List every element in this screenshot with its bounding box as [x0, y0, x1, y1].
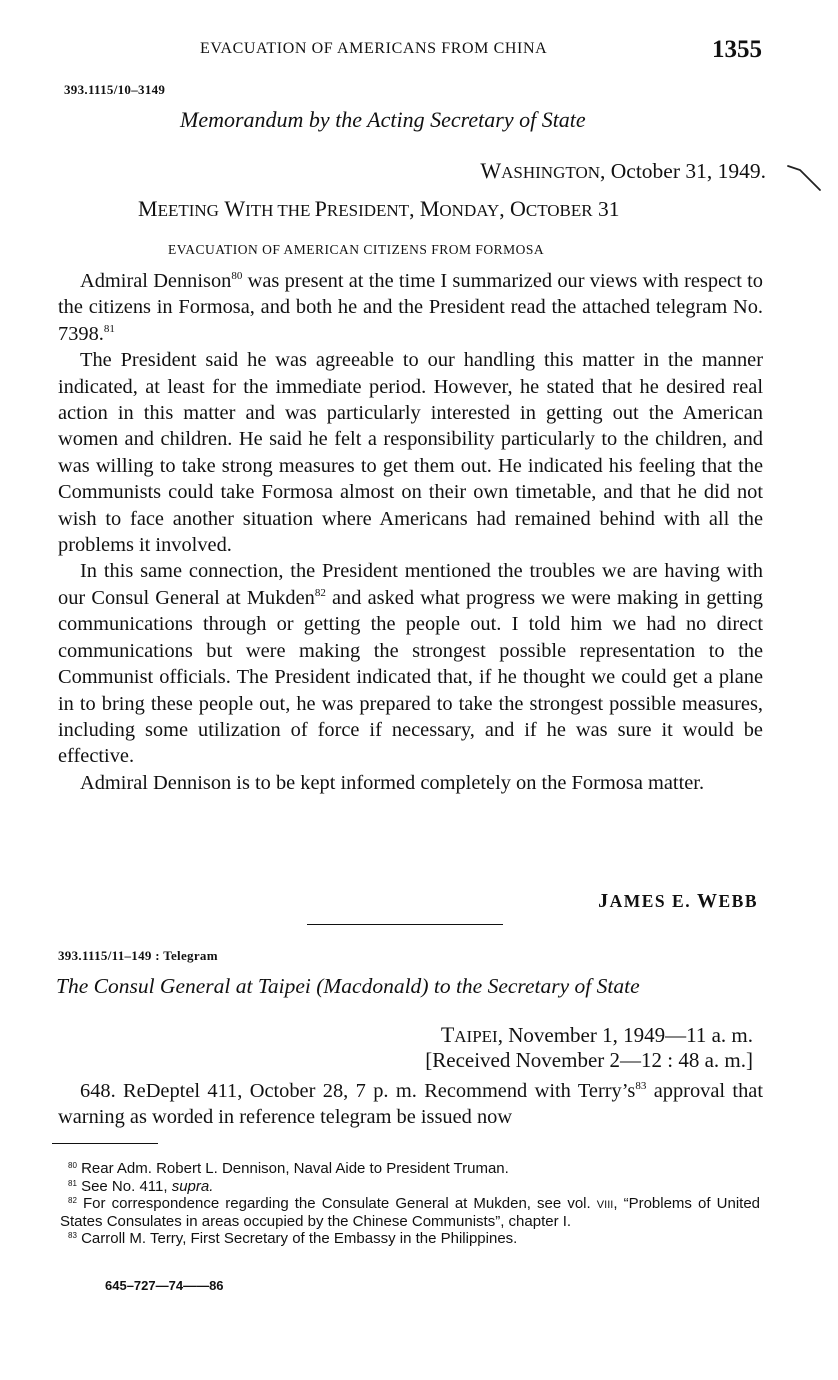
footnote-ref: 82: [314, 586, 326, 599]
meeting-heading: MEETING WITH THE PRESIDENT, MONDAY, OCTOBER 31: [138, 196, 620, 221]
page-number: 1355: [712, 36, 762, 63]
paragraph: Admiral Dennison is to be kept informed completely on the Formosa matter.: [80, 771, 705, 794]
dateline: TAIPEI, November 1, 1949—11 a. m.: [440, 1022, 753, 1047]
running-header: [0, 36, 838, 64]
memorandum-body: [58, 268, 763, 796]
footnote-divider: [52, 1143, 158, 1144]
paragraph: The President said he was agreeable to our handling this matter in the manner indicated, at least for the immediate period. However, he stated that he desired real action in this matter and was particularly interested in getting out the American women and children. He said he felt a responsibility particularly to the children, and was willing to take strong measures to get them out. He indicated his feeling that the Communists could take Formosa almost on their own timetable, and that he did not wish to face another situation where Americans had remained behind with all the problems it involved.: [58, 349, 763, 557]
footnote: $^{83}$ Carroll M. Terry, First Secretary of the Embassy in the Philippines.: [68, 1230, 518, 1247]
printer-code: 645–727—74——86: [105, 1278, 224, 1293]
margin-tick-mark: [786, 160, 826, 196]
subject-heading: EVACUATION OF AMERICAN CITIZENS FROM FORMOSA: [168, 242, 545, 257]
footnote-ref: 80: [231, 270, 243, 282]
received-line: [Received November 2—12 : 48 a. m.]: [425, 1048, 753, 1072]
signature: JAMES E. WEBB: [598, 890, 758, 912]
footnote: $^{81}$ See No. 411, supra.: [68, 1177, 214, 1195]
file-number: 393.1115/10–3149: [64, 82, 166, 97]
telegram-body: [58, 1078, 763, 1131]
footnotes: [60, 1160, 760, 1248]
paragraph: 648. ReDeptel 411, October 28, 7 p. m. Recommend with $Terry’s^{83}$ approval that warning as worded in reference telegram be issued now: [58, 1080, 763, 1129]
footnote: $^{80}$ Rear Adm. Robert L. Dennison, Naval Aide to President Truman.: [68, 1160, 509, 1177]
document-title: Memorandum by the Acting Secretary of State: [180, 107, 586, 132]
document-title: The Consul General at Taipei (Macdonald) to the Secretary of State: [56, 974, 640, 998]
footnote: $^{82}$ For correspondence regarding the Consulate General at Mukden, see vol. viii, “Problems of United States Consulates in areas occupied by the Chinese Communists”, chapter I.: [60, 1195, 761, 1230]
file-number: 393.1115/11–149 : Telegram: [58, 948, 218, 963]
dateline: WASHINGTON, October 31, 1949.: [480, 158, 766, 183]
paragraph: In this same connection, the President mentioned the troubles we are having with our Consul General at Mukden$^{82}$ and asked what progress we were making in getting communications through or getting the people out. I told him we had no direct communications but were making the strongest possible representation to the Communist officials. The President indicated that, if he thought we could get a plane in to bring these people out, he was prepared to take the strongest possible measures, including some utilization of force if necessary, and if he was sure it would be effective.: [58, 560, 763, 768]
section-divider: [307, 924, 503, 925]
running-title: EVACUATION OF AMERICANS FROM CHINA: [200, 40, 548, 57]
paragraph: Admiral Dennison$^{80}$ was present at the time I summarized our views with respect to the citizens in Formosa, and both he and the President read the attached telegram No. 7398.81: [58, 270, 763, 345]
footnote-ref: 81: [103, 322, 115, 335]
footnote-ref: 83: [635, 1080, 647, 1092]
